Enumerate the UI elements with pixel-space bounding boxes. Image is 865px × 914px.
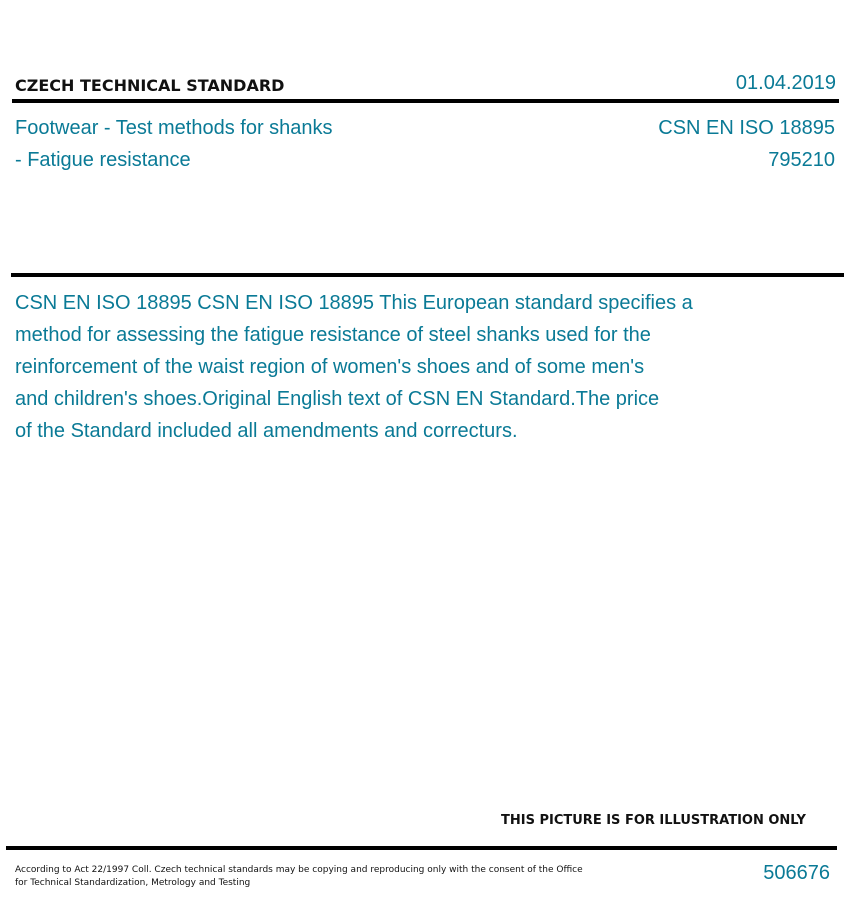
standard-title-line-1: Footwear - Test methods for shanks [15, 117, 333, 139]
standard-title-line-2: - Fatigue resistance [15, 149, 191, 171]
description-line: CSN EN ISO 18895 CSN EN ISO 18895 This European standard specifies a [15, 292, 693, 314]
standard-code: CSN EN ISO 18895 [658, 117, 835, 139]
section-divider [11, 273, 844, 277]
description-line: of the Standard included all amendments and correcturs. [15, 420, 518, 442]
description-line: reinforcement of the waist region of women's shoes and of some men's [15, 356, 645, 378]
description-line: method for assessing the fatigue resistance of steel shanks used for the [15, 324, 651, 346]
header-divider [12, 99, 839, 103]
publication-date: 01.04.2019 [735, 72, 836, 94]
classification-code: 795210 [768, 149, 835, 171]
description-line: and children's shoes.Original English text of CSN EN Standard.The price [15, 388, 660, 410]
document-type-heading: CZECH TECHNICAL STANDARD [15, 76, 285, 95]
document-number: 506676 [763, 862, 830, 884]
footer-divider [6, 846, 837, 850]
legal-notice-line-2: for Technical Standardization, Metrology and Testing [15, 878, 251, 888]
legal-notice-line-1: According to Act 22/1997 Coll. Czech technical standards may be copying and reproducing only with the consent of the Office [15, 865, 583, 875]
illustration-disclaimer: THIS PICTURE IS FOR ILLUSTRATION ONLY [501, 813, 806, 828]
